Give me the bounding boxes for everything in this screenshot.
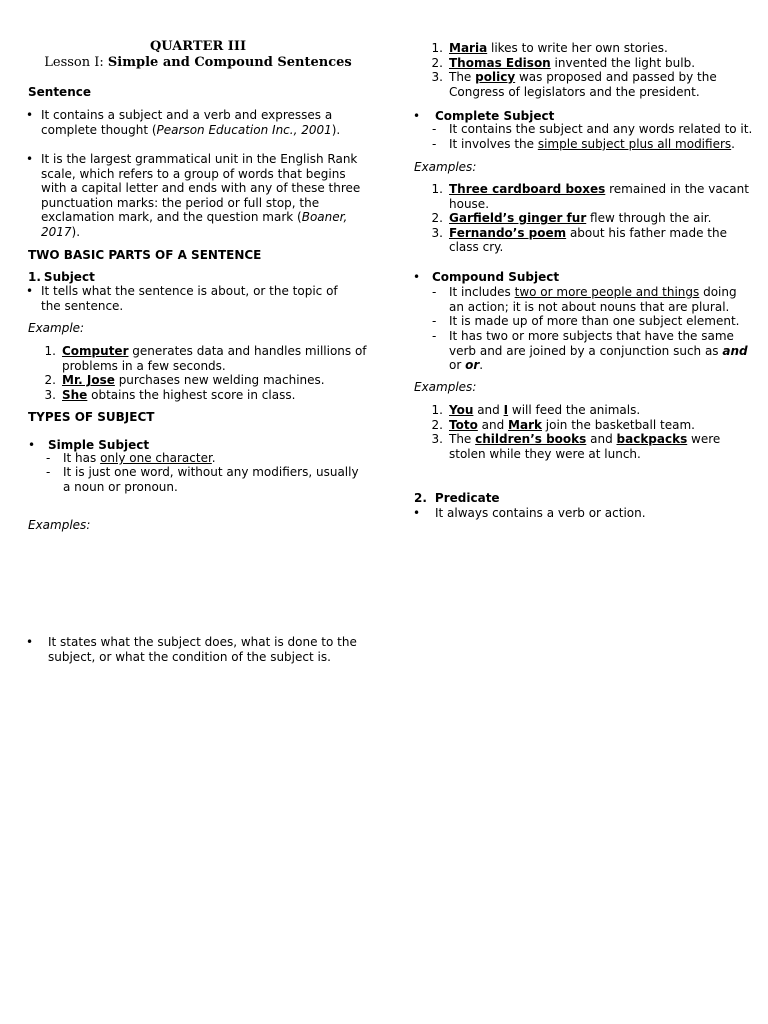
bullet-icon: • (26, 152, 34, 166)
lesson-name: Simple and Compound Sentences (107, 55, 352, 70)
list-item: 3. The children’s books and backpacks were stolen while they were at lunch. (431, 432, 721, 461)
lesson-title (0, 56, 396, 71)
sentence-definition-1: It contains a subject and a verb and expresses a complete thought (Pearson Education Inc., 2001). (41, 108, 341, 137)
lesson-prefix: Lesson I: (44, 55, 104, 70)
bullet-icon: • (26, 635, 34, 649)
subject-example-list-continued (427, 41, 727, 99)
complete-example-list (427, 182, 755, 255)
simple-subject-rule-1: It has only one character. (63, 451, 216, 465)
compound-subject-rule-3: It has two or more subjects that have the same verb and are joined by a conjunction such as and or or. (449, 329, 748, 373)
list-item: 1. You and I will feed the animals. (431, 403, 641, 417)
complete-subject-heading: Complete Subject (435, 109, 555, 123)
complete-subject-rule-1: It contains the subject and any words related to it. (449, 122, 753, 136)
complete-examples-label: Examples: (414, 160, 477, 174)
complete-subject-rule-2: It involves the simple subject plus all modifiers. (449, 137, 735, 151)
two-parts-heading: TWO BASIC PARTS OF A SENTENCE (28, 248, 262, 262)
bullet-icon: • (413, 506, 421, 520)
compound-examples-label: Examples: (414, 380, 477, 394)
dash-icon: - (432, 137, 437, 151)
dash-icon: - (432, 314, 437, 328)
example-label: Example: (28, 321, 85, 335)
types-heading: TYPES OF SUBJECT (28, 410, 155, 424)
subject-definition: It tells what the sentence is about, or the topic of the sentence. (41, 284, 338, 313)
list-item: 3. Fernando’s poem about his father made the class cry. (431, 225, 727, 255)
list-item: 3. She obtains the highest score in class. (44, 387, 296, 402)
list-item: 2. Mr. Jose purchases new welding machines. (44, 373, 325, 388)
list-item: 1. Three cardboard boxes remained in the vacant house. (431, 182, 749, 211)
compound-example-list (427, 403, 757, 461)
list-item: 2. Garfield’s ginger fur flew through the air. (431, 211, 712, 226)
subject-example-list (40, 344, 370, 402)
simple-examples-label: Examples: (28, 518, 91, 532)
compound-subject-rule-1: It includes two or more people and things doing an action; it is not about nouns that are plural. (449, 285, 737, 314)
simple-subject-rule-2: It is just one word, without any modifiers, usually a noun or pronoun. (63, 465, 359, 494)
dash-icon: - (432, 122, 437, 136)
bullet-icon: • (413, 270, 421, 284)
sentence-definition-2: It is the largest grammatical unit in the English Rank scale, which refers to a group of words that begins with a capital letter and ends with any of these three punctuation marks: the period or full stop, the exclamation mark, and the question mark (Boaner, 2017). (41, 152, 361, 239)
dash-icon: - (432, 329, 437, 343)
bullet-icon: • (26, 284, 34, 298)
predicate-heading: 2. Predicate (414, 491, 500, 505)
compound-subject-heading: Compound Subject (432, 270, 560, 284)
predicate-rule: It always contains a verb or action. (435, 506, 646, 520)
list-item: 2. Toto and Mark join the basketball team. (431, 417, 695, 432)
quarter-title: QUARTER III (149, 39, 247, 54)
sentence-heading: Sentence (28, 85, 91, 99)
bullet-icon: • (28, 438, 36, 452)
list-item: 1. Maria likes to write her own stories. (431, 41, 668, 55)
bullet-icon: • (413, 109, 421, 123)
dash-icon: - (432, 285, 437, 299)
list-item: 3. The policy was proposed and passed by the Congress of legislators and the president. (431, 70, 717, 99)
dash-icon: - (46, 451, 51, 465)
list-item: 1. Computer generates data and handles millions of problems in a few seconds. (44, 344, 367, 373)
predicate-definition: It states what the subject does, what is done to the subject, or what the condition of the subject is. (48, 635, 357, 664)
simple-subject-heading: Simple Subject (48, 438, 150, 452)
subject-heading: 1. Subject (28, 270, 95, 284)
compound-subject-rule-2: It is made up of more than one subject element. (449, 314, 740, 328)
bullet-icon: • (26, 108, 34, 122)
list-item: 2. Thomas Edison invented the light bulb. (431, 55, 696, 70)
dash-icon: - (46, 465, 51, 479)
